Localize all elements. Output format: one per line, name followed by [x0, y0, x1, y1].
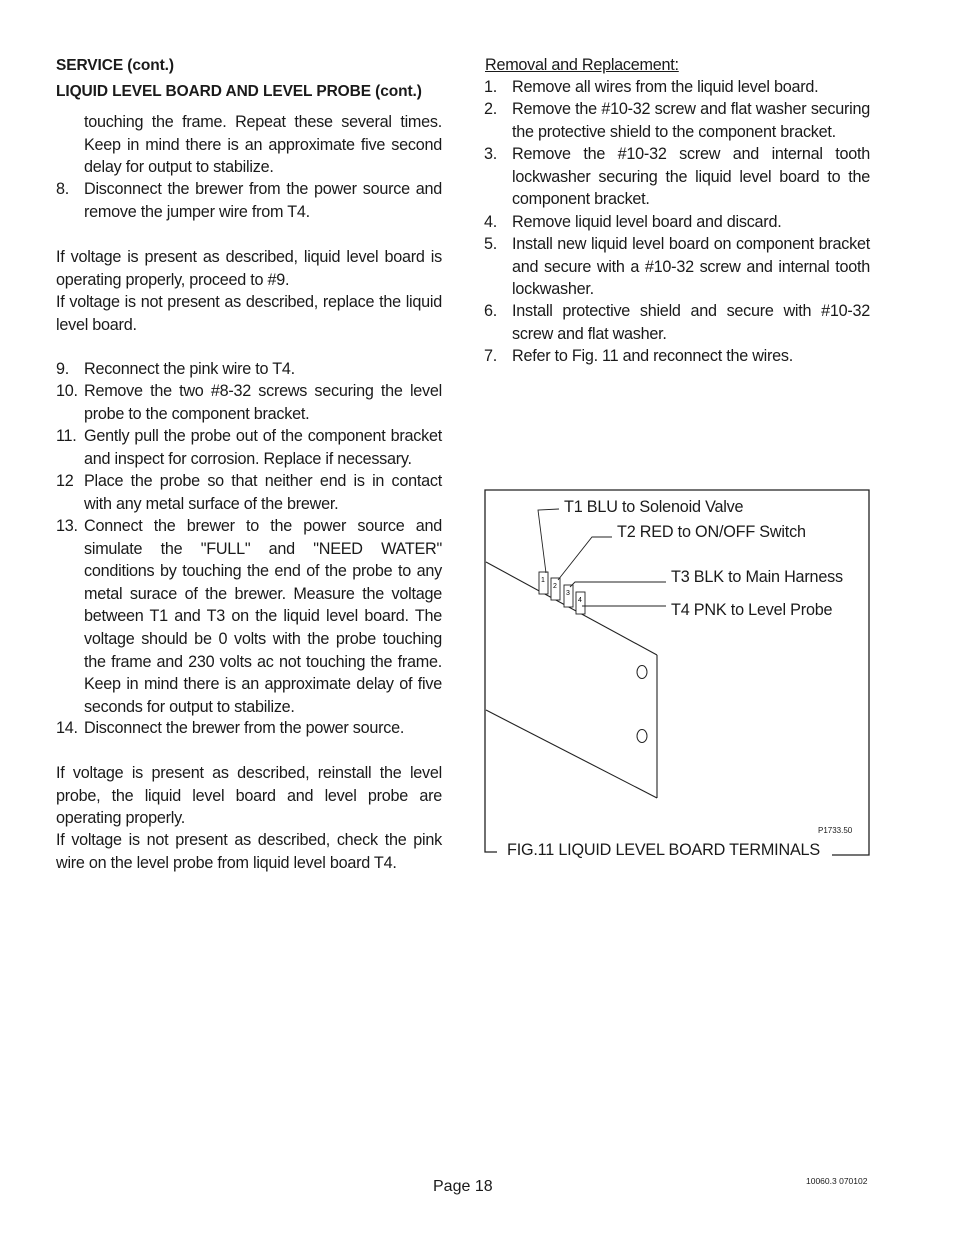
step-number: 5.: [484, 235, 498, 253]
result-paragraph-3: If voltage is present as described, reinstall the level probe, the liquid level board and level probe are operating properly.: [56, 764, 442, 828]
label-t4: T4 PNK to Level Probe: [671, 601, 833, 619]
step-text: Remove the two #8-32 screws securing the level probe to the component bracket.: [84, 382, 442, 423]
step-number: 12: [56, 472, 74, 490]
step-number: 13.: [56, 517, 78, 535]
terminal-number: 4: [578, 597, 582, 604]
removal-heading: Removal and Replacement:: [485, 56, 679, 74]
step-number: 3.: [484, 145, 498, 163]
step-text: Reconnect the pink wire to T4.: [84, 360, 295, 378]
terminal-number: 3: [566, 590, 570, 597]
board-top-edge: [486, 562, 657, 655]
result-paragraph-2: If voltage is not present as described, replace the liquid level board.: [56, 293, 442, 334]
step-number: 4.: [484, 213, 498, 231]
step-number: 2.: [484, 100, 498, 118]
terminal-number: 2: [553, 583, 557, 590]
step-number: 6.: [484, 302, 498, 320]
step-text: Remove all wires from the liquid level board.: [512, 78, 819, 96]
label-t3: T3 BLK to Main Harness: [671, 568, 843, 586]
step-text: Disconnect the brewer from the power source and remove the jumper wire from T4.: [84, 180, 442, 221]
step-number: 7.: [484, 347, 498, 365]
step-text: Refer to Fig. 11 and reconnect the wires.: [512, 347, 793, 365]
figure-code: P1733.50: [818, 826, 853, 835]
result-paragraph-4: If voltage is not present as described, check the pink wire on the level probe from liquid level board T4.: [56, 831, 442, 872]
step-number: 10.: [56, 382, 78, 400]
mounting-hole: [637, 666, 647, 679]
step-number: 11.: [56, 427, 77, 445]
step7-continuation: touching the frame. Repeat these several times. Keep in mind there is an approximate five second delay for output to stabilize.: [84, 113, 442, 177]
document-code: 10060.3 070102: [806, 1176, 868, 1186]
subsection-heading: LIQUID LEVEL BOARD AND LEVEL PROBE (cont.): [56, 83, 422, 100]
leader-t3: [570, 582, 666, 587]
step-text: Connect the brewer to the power source and simulate the "FULL" and "NEED WATER" conditions by touching the end of the probe to any metal surace of the brewer. Measure the voltage between T1 and T3 on the liquid level board. The voltage should be 0 volts with the probe touching the frame and 230 volts ac not touching the frame. Keep in mind there is an approximate delay of five seconds for output to stabilize.: [84, 517, 442, 716]
leader-t2: [558, 537, 612, 580]
figure-caption: FIG.11 LIQUID LEVEL BOARD TERMINALS: [507, 841, 820, 859]
step-text: Gently pull the probe out of the component bracket and inspect for corrosion. Replace if necessary.: [84, 427, 442, 468]
step-text: Remove the #10-32 screw and flat washer securing the protective shield to the component bracket.: [512, 100, 870, 141]
step-text: Install new liquid level board on component bracket and secure with a #10-32 screw and internal tooth lockwasher.: [512, 235, 870, 299]
step-text: Disconnect the brewer from the power source.: [84, 719, 405, 737]
result-paragraph-1: If voltage is present as described, liquid level board is operating properly, proceed to #9.: [56, 248, 442, 289]
step-number: 9.: [56, 360, 70, 378]
terminal-number: 1: [541, 577, 545, 584]
section-heading: SERVICE (cont.): [56, 57, 174, 74]
step-text: Install protective shield and secure with #10-32 screw and flat washer.: [512, 302, 870, 343]
page-number: Page 18: [433, 1178, 493, 1195]
step-text: Remove the #10-32 screw and internal tooth lockwasher securing the liquid level board to the component bracket.: [512, 145, 870, 209]
step-number: 1.: [484, 78, 498, 96]
leader-t1: [538, 509, 559, 573]
label-t2: T2 RED to ON/OFF Switch: [617, 523, 806, 541]
board-bottom-edge: [486, 710, 657, 798]
mounting-hole: [637, 730, 647, 743]
label-t1: T1 BLU to Solenoid Valve: [564, 498, 744, 516]
step-text: Place the probe so that neither end is in contact with any metal surface of the brewer.: [84, 472, 442, 513]
step-text: Remove liquid level board and discard.: [512, 213, 782, 231]
step-number: 14.: [56, 719, 78, 737]
step-number: 8.: [56, 180, 70, 198]
